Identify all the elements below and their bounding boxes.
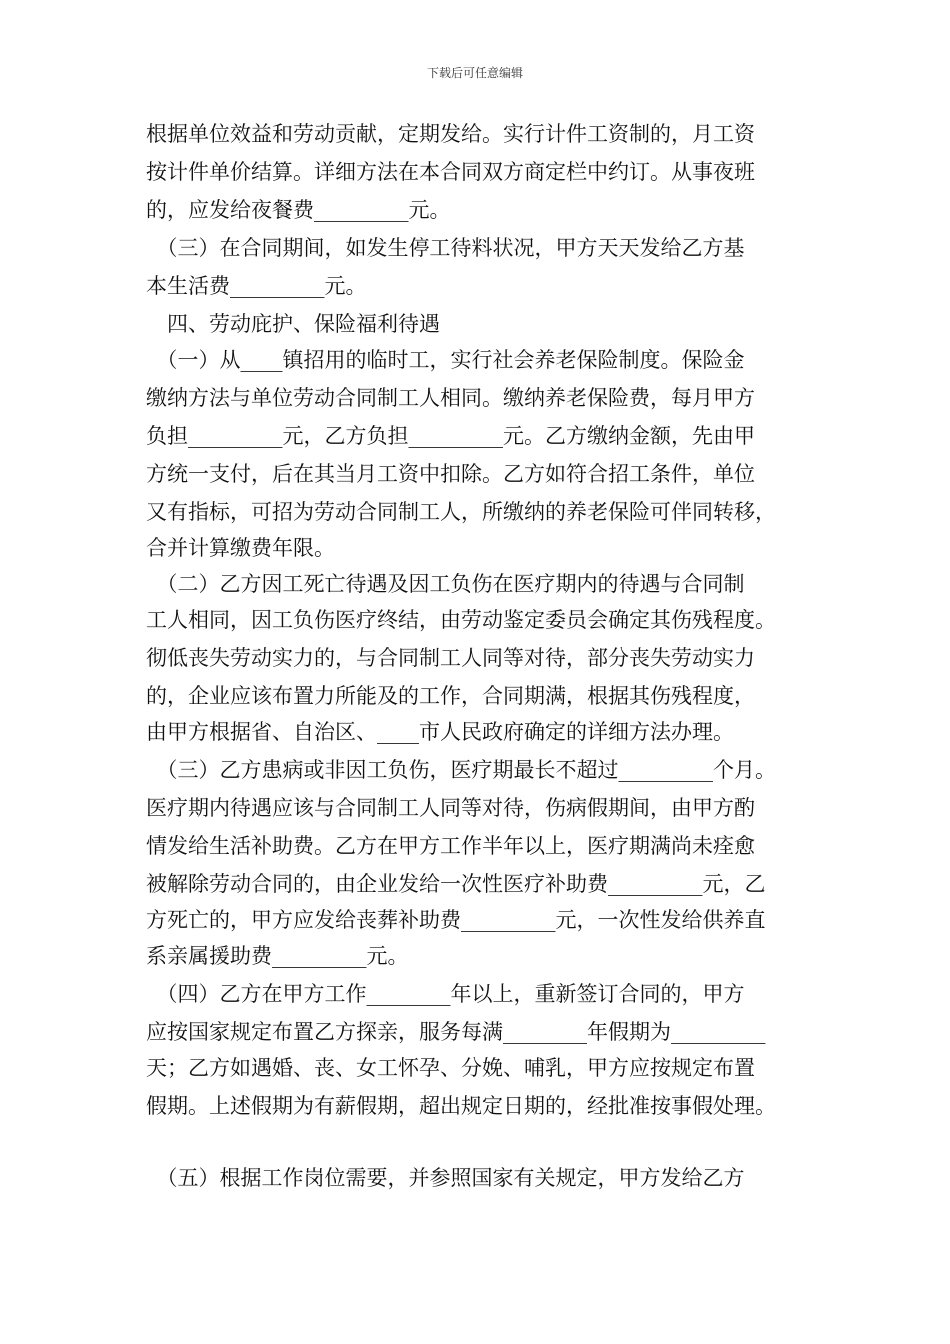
text-line: 的，应发给夜餐费_________元。 — [146, 198, 451, 222]
text-line: 方统一支付，后在其当月工资中扣除。乙方如符合招工条件，单位 — [146, 462, 755, 486]
text-line: 医疗期内待遇应该与合同制工人同等对待，伤病假期间，由甲方酌 — [146, 796, 755, 820]
text-line: 彻低丧失劳动实力的，与合同制工人同等对待，部分丧失劳动实力 — [146, 646, 755, 670]
text-line: 合并计算缴费年限。 — [146, 536, 335, 560]
text-line: （三）乙方患病或非因工负伤，医疗期最长不超过_________个月。 — [146, 758, 776, 782]
text-line: 根据单位效益和劳动贡献，定期发给。实行计件工资制的，月工资 — [146, 122, 755, 146]
text-line: 又有指标，可招为劳动合同制工人，所缴纳的养老保险可伴同转移， — [146, 500, 776, 524]
text-line: 应按国家规定布置乙方探亲，服务每满________年假期为_________ — [146, 1020, 766, 1044]
text-line: 被解除劳动合同的，由企业发给一次性医疗补助费_________元，乙 — [146, 872, 766, 896]
text-line: 由甲方根据省、自治区、____市人民政府确定的详细方法办理。 — [146, 720, 734, 744]
section-heading: 四、劳动庇护、保险福利待遇 — [146, 312, 440, 336]
text-line: 假期。上述假期为有薪假期，超出规定日期的，经批准按事假处理。 — [146, 1094, 776, 1118]
text-line: （四）乙方在甲方工作________年以上，重新签订合同的，甲方 — [146, 982, 745, 1006]
text-line: （三）在合同期间，如发生停工待料状况，甲方天天发给乙方基 — [146, 236, 745, 260]
text-line: （五）根据工作岗位需要，并参照国家有关规定，甲方发给乙方 — [146, 1166, 745, 1190]
text-line: 工人相同，因工负伤医疗终结，由劳动鉴定委员会确定其伤残程度。 — [146, 608, 776, 632]
text-line: （二）乙方因工死亡待遇及因工负伤在医疗期内的待遇与合同制 — [146, 572, 745, 596]
text-line: 天；乙方如遇婚、丧、女工怀孕、分娩、哺乳，甲方应按规定布置 — [146, 1056, 755, 1080]
page-header: 下载后可任意编辑 — [426, 66, 523, 80]
text-line: 本生活费_________元。 — [146, 274, 367, 298]
text-line: 系亲属援助费_________元。 — [146, 944, 409, 968]
text-line: 情发给生活补助费。乙方在甲方工作半年以上，医疗期满尚未痊愈 — [146, 834, 755, 858]
text-line: 负担_________元，乙方负担_________元。乙方缴纳金额，先由甲 — [146, 424, 755, 448]
text-line: 方死亡的，甲方应发给丧葬补助费_________元，一次性发给供养直 — [146, 908, 766, 932]
text-line: 的，企业应该布置力所能及的工作，合同期满，根据其伤残程度， — [146, 684, 755, 708]
text-line: （一）从____镇招用的临时工，实行社会养老保险制度。保险金 — [146, 348, 745, 372]
text-line: 按计件单价结算。详细方法在本合同双方商定栏中约订。从事夜班 — [146, 160, 755, 184]
text-line: 缴纳方法与单位劳动合同制工人相同。缴纳养老保险费，每月甲方 — [146, 386, 755, 410]
